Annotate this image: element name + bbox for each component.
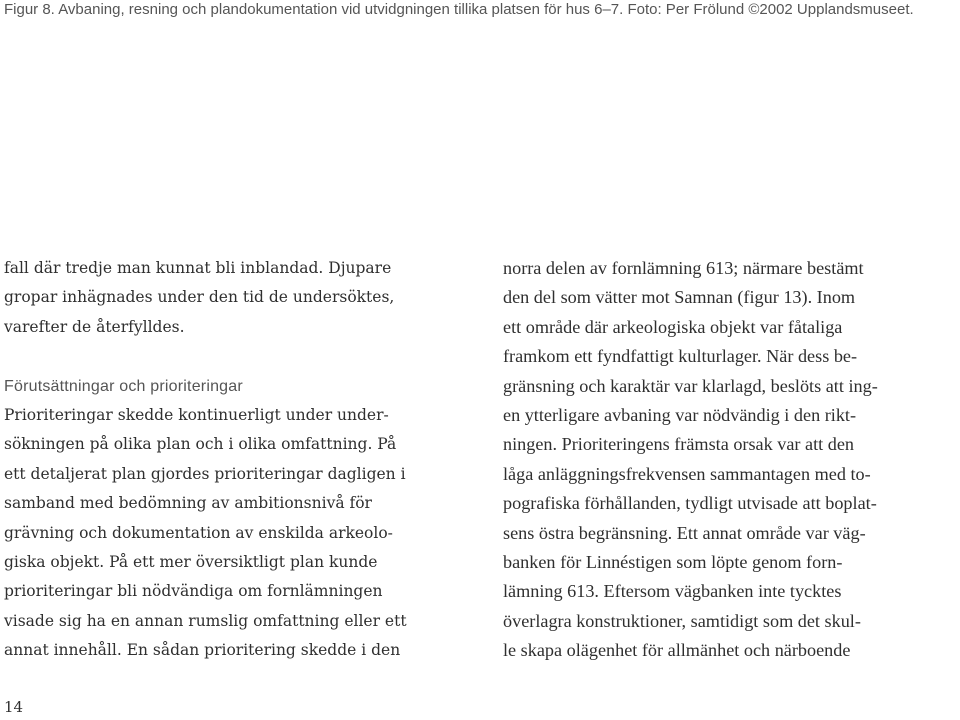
body-line: grävning och dokumentation av enskilda arkeolo- — [4, 523, 393, 542]
right-line: sens östra begränsning. Ett annat område var väg- — [503, 522, 866, 543]
body-line: annat innehåll. En sådan prioritering skedde i den — [4, 641, 401, 660]
right-line: ningen. Prioriteringens främsta orsak var att den — [503, 434, 855, 455]
page-number: 14 — [4, 698, 24, 716]
right-column — [503, 254, 955, 665]
body-line: samband med bedömning av ambitionsnivå för — [4, 494, 372, 513]
body-line: ett detaljerat plan gjordes prioriteringar dagligen i — [4, 464, 406, 483]
right-line: gränsning och karaktär var klarlagd, beslöts att ing- — [503, 375, 878, 396]
left-column — [4, 254, 460, 665]
right-line: en ytterligare avbaning var nödvändig i den rikt- — [503, 404, 857, 425]
body-line: prioriteringar bli nödvändiga om fornlämningen — [4, 582, 383, 601]
body-line: Prioriteringar skedde kontinuerligt under under- — [4, 405, 389, 424]
left-spacer — [4, 342, 460, 371]
right-line: låga anläggningsfrekvensen sammantagen med to- — [503, 463, 871, 484]
right-line: framkom ett fyndfattigt kulturlager. När dess be- — [503, 346, 858, 367]
body-line: giska objekt. På ett mer översiktligt plan kunde — [4, 552, 378, 571]
figure-caption: Figur 8. Avbaning, resning och plandokumentation vid utvidgningen tillika platsen för hus 6–7. Foto: Per Frölund ©2002 Upplandsmuseet. — [4, 1, 914, 18]
right-line: ett område där arkeologiska objekt var fåtaliga — [503, 316, 843, 337]
left-line: fall där tredje man kunnat bli inblandad. Djupare — [4, 259, 392, 277]
body-line: sökningen på olika plan och i olika omfattning. På — [4, 435, 397, 454]
right-line: överlagra konstruktioner, samtidigt som det skul- — [503, 610, 861, 631]
body-line: visade sig ha en annan rumslig omfattning eller ett — [4, 611, 407, 630]
left-line: gropar inhägnades under den tid de undersöktes, — [4, 288, 395, 307]
right-line: pografiska förhållanden, tydligt utvisade att boplat- — [503, 493, 877, 514]
right-line: lämning 613. Eftersom vägbanken inte tycktes — [503, 581, 842, 602]
left-line: varefter de återfylldes. — [4, 317, 185, 336]
right-line: banken för Linnéstigen som löpte genom forn- — [503, 551, 843, 572]
right-line: den del som vätter mot Samnan (figur 13). Inom — [503, 287, 856, 308]
section-heading: Förutsättningar och prioriteringar — [4, 377, 243, 395]
right-line: le skapa olägenhet för allmänhet och närboende — [503, 640, 851, 661]
right-line: norra delen av fornlämning 613; närmare bestämt — [503, 258, 864, 278]
